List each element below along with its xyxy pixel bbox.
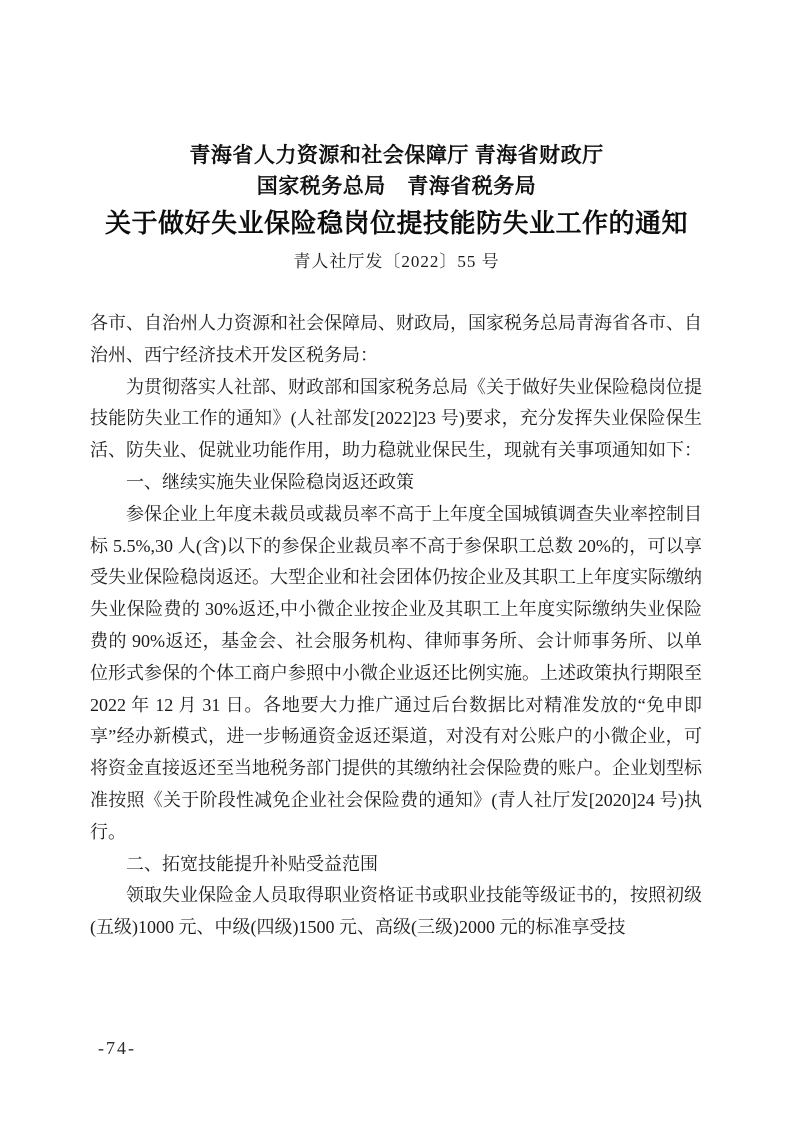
salutation-paragraph: 各市、自治州人力资源和社会保障局、财政局，国家税务总局青海省各市、自治州、西宁经济技术开发区税务局： <box>90 313 702 365</box>
page-number: -74- <box>98 1038 136 1058</box>
document-body <box>90 308 702 944</box>
document-number: 青人社厅发〔2022〕55 号 <box>293 252 500 271</box>
section-heading-1: 一、继续实施失业保险稳岗返还政策 <box>126 471 414 492</box>
section-heading-2: 二、拓宽技能提升补贴受益范围 <box>126 853 378 874</box>
document-title: 关于做好失业保险稳岗位提技能防失业工作的通知 <box>104 209 688 238</box>
issuer-line-1: 青海省人力资源和社会保障厅 青海省财政厅 <box>189 143 604 167</box>
section-1-paragraph: 参保企业上年度未裁员或裁员率不高于上年度全国城镇调查失业率控制目标 5.5%,30 人(含)以下的参保企业裁员率不高于参保职工总数 20%的，可以享受失业保险稳岗返还。大型企业和社会团体仍按企业及其职工上年度实际缴纳失业保险费的 30%返还,中小微企业按企业及其职工上年度实际缴纳失业保险费的 90%返还，基金会、社会服务机构、律师事务所、会计师事务所、以单位形式参保的个体工商户参照中小微企业返还比例实施。上述政策执行期限至 2022 年 12 月 31 日。各地要大力推广通过后台数据比对精准发放的“免申即享”经办新模式，进一步畅通资金返还渠道，对没有对公账户的小微企业，可将资金直接返还至当地税务部门提供的其缴纳社会保险费的账户。企业划型标准按照《关于阶段性减免企业社会保险费的通知》(青人社厅发[2020]24 号)执行。 <box>90 503 702 842</box>
document-header <box>0 140 793 280</box>
intro-paragraph: 为贯彻落实人社部、财政部和国家税务总局《关于做好失业保险稳岗位提技能防失业工作的通知》(人社部发[2022]23 号)要求，充分发挥失业保险保生活、防失业、促就业功能作用，助力稳就业保民生，现就有关事项通知如下： <box>90 376 702 461</box>
issuer-line-2: 国家税务总局 青海省税务局 <box>256 174 537 198</box>
section-2-paragraph: 领取失业保险金人员取得职业资格证书或职业技能等级证书的，按照初级(五级)1000 元、中级(四级)1500 元、高级(三级)2000 元的标准享受技 <box>90 885 702 938</box>
